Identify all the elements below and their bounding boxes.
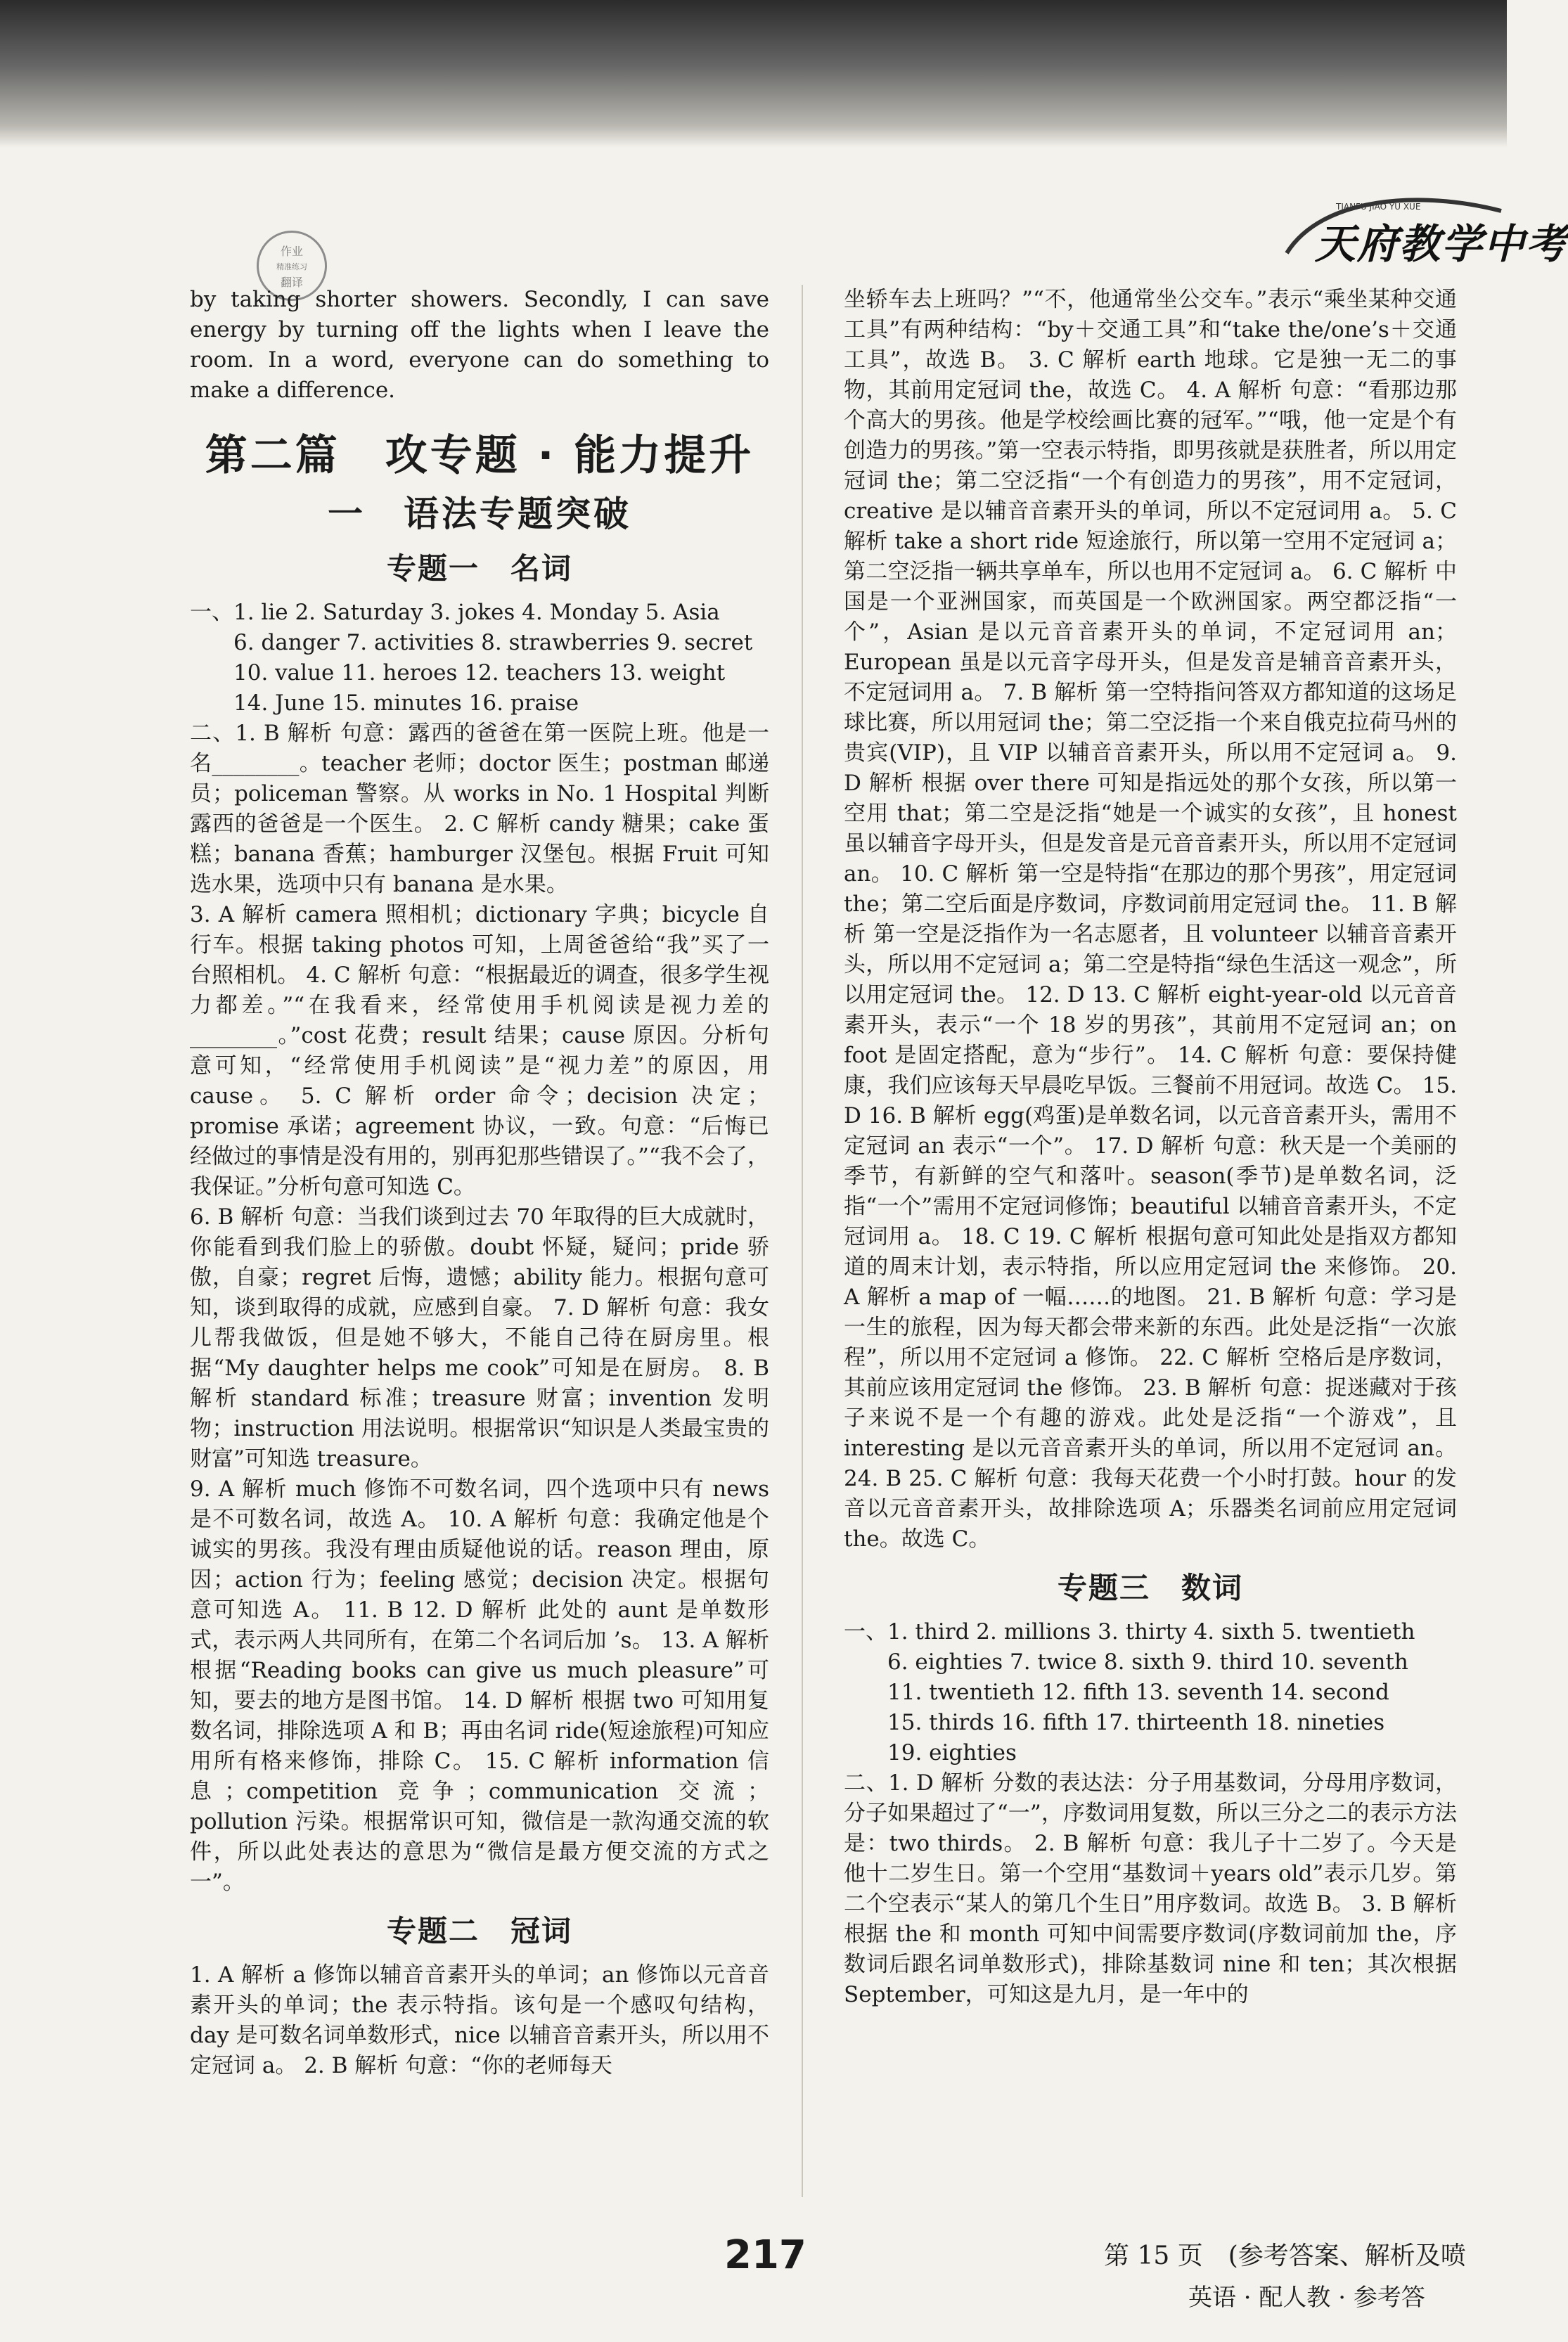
part-title: 第二篇 攻专题 · 能力提升 xyxy=(205,431,754,480)
answer-line: 15. thirds 16. fifth 17. thirteenth 18. nineties xyxy=(887,1710,1385,1735)
logo-pinyin: TIANFU JIAO YU XUE xyxy=(1336,202,1421,212)
answer-line: 11. twentieth 12. fifth 13. seventh 14. second xyxy=(887,1680,1389,1705)
answer-paragraph: 3. A 解析 camera 照相机；dictionary 字典；bicycle 自行车。根据 taking photos 可知，上周爸爸给“我”买了一台照相机。 4. C 解析 句意：“根据最近的调查，很多学生视力都差。”“在我看来，经常使用手机阅读是视力差的________。”cost 花费；result 结果；cause 原因。分析句意可知，“经常使用手机阅读”是“视力差”的原因，用 cause。 5. C 解析 order 命令；decision 决定；promise 承诺；agreement 协议，一致。句意：“后悔已经做过的事情是没有用的，别再犯那些错误了。”“我不会了，我保证。”分析句意可知选 C。 xyxy=(190,902,769,1199)
stamp-line: 作业 xyxy=(280,245,303,258)
topic-title-nouns: 专题一 名词 xyxy=(386,551,572,586)
page-number: 217 xyxy=(724,2232,807,2278)
footer-page-reference: 第 15 页 (参考答案、解析及喷 xyxy=(1104,2241,1466,2270)
publisher-logo-text: 天府教学中考 xyxy=(1315,220,1568,268)
stamp-line: 精准练习 xyxy=(276,262,307,271)
topic1-part1 xyxy=(190,598,769,719)
previous-answer-continuation: by taking shorter showers. Secondly, I can save energy by turning off the lights when I leave the room. In a word, everyone can do something to make a difference. xyxy=(190,287,769,403)
answer-line: 1. lie 2. Saturday 3. jokes 4. Monday 5. Asia xyxy=(233,600,720,625)
topic3-part1 xyxy=(844,1617,1457,1768)
stamp-line: 翻译 xyxy=(280,276,303,289)
answer-line: 10. value 11. heroes 12. teachers 13. weight xyxy=(233,660,726,686)
topic-title-articles: 专题二 冠词 xyxy=(386,1914,572,1948)
footer-subject: 英语 · 配人教 · 参考答 xyxy=(1188,2284,1425,2312)
answer-paragraph: 二、1. D 解析 分数的表达法：分子用基数词，分母用序数词，分子如果超过了“一”，序数词用复数，所以三分之二的表示方法是：two thirds。 2. B 解析 句意：我儿子十二岁了。今天是他十二岁生日。第一个空用“基数词＋years old”表示几岁。第二个空表示“某人的第几个生日”用序数词。故选 B。 3. B 解析 根据 the 和 month 可知中间需要序数词(序数词前加 the，序数词后跟名词单数形式)，排除基数词 nine 和 ten；其次根据 September，可知这是九月，是一年中的 xyxy=(844,1770,1457,2007)
part-label: 一、 xyxy=(844,1619,887,1645)
answer-line: 19. eighties xyxy=(887,1740,1017,1765)
left-column xyxy=(190,285,769,2081)
topic-title-numerals: 专题三 数词 xyxy=(1057,1571,1243,1605)
right-column xyxy=(844,285,1457,2010)
answer-paragraph: 二、1. B 解析 句意：露西的爸爸在第一医院上班。他是一名________。teacher 老师；doctor 医生；postman 邮递员；policeman 警察。从 works in No. 1 Hospital 判断露西的爸爸是一个医生。 2. C 解析 candy 糖果；cake 蛋糕；banana 香蕉；hamburger 汉堡包。根据 Fruit 可知选水果，选项中只有 banana 是水果。 xyxy=(190,721,769,897)
answer-paragraph: 1. A 解析 a 修饰以辅音音素开头的单词；an 修饰以元音音素开头的单词；the 表示特指。该句是一个感叹句结构，day 是可数名词单数形式，nice 以辅音音素开头，所以用不定冠词 a。 2. B 解析 句意：“你的老师每天 xyxy=(190,1962,769,2078)
top-shadow-band xyxy=(0,0,1507,148)
answer-paragraph: 6. B 解析 句意：当我们谈到过去 70 年取得的巨大成就时，你能看到我们脸上的骄傲。doubt 怀疑，疑问；pride 骄傲，自豪；regret 后悔，遗憾；ability 能力。根据句意可知，谈到取得的成就，应感到自豪。 7. D 解析 句意：我女儿帮我做饭，但是她不够大，不能自己待在厨房里。根据“My daughter helps me cook”可知是在厨房。 8. B 解析 standard 标准；treasure 财富；invention 发明物；instruction 用法说明。根据常识“知识是人类最宝贵的财富”可知选 treasure。 xyxy=(190,1204,769,1472)
column-divider xyxy=(802,285,803,2197)
answer-paragraph: 9. A 解析 much 修饰不可数名词，四个选项中只有 news 是不可数名词，故选 A。 10. A 解析 句意：我确定他是个诚实的男孩。我没有理由质疑他说的话。reason 理由，原因；action 行为；feeling 感觉；decision 决定。根据句意可知选 A。 11. B 12. D 解析 此处的 aunt 是单数形式，表示两人共同所有，在第二个名词后加 ’s。 13. A 解析 根据“Reading books can give us much pleasure”可知，要去的地方是图书馆。 14. D 解析 根据 two 可知用复数名词，排除选项 A 和 B；再由名词 ride(短途旅程)可知应用所有格来修饰，排除 C。 15. C 解析 information 信息；competition 竞争；communication 交流；pollution 污染。根据常识可知，微信是一款沟通交流的软件，所以此处表达的意思为“微信是最方便交流的方式之一”。 xyxy=(190,1476,769,1895)
answer-paragraph: 坐轿车去上班吗？”“不，他通常坐公交车。”表示“乘坐某种交通工具”有两种结构：“by＋交通工具”和“take the/one’s＋交通工具”，故选 B。 3. C 解析 earth 地球。它是独一无二的事物，其前用定冠词 the，故选 C。 4. A 解析 句意：“看那边那个高大的男孩。他是学校绘画比赛的冠军。”“哦，他一定是个有创造力的男孩。”第一空表示特指，即男孩就是获胜者，所以用定冠词 the；第二空泛指“一个有创造力的男孩”，用不定冠词，creative 是以辅音音素开头的单词，所以不定冠词用 a。 5. C 解析 take a short ride 短途旅行，所以第一空用不定冠词 a；第二空泛指一辆共享单车，所以也用不定冠词 a。 6. C 解析 中国是一个亚洲国家，而英国是一个欧洲国家。两空都泛指“一个”，Asian 是以元音音素开头的单词，不定冠词用 an；European 虽是以元音字母开头，但是发音是辅音音素开头，不定冠词用 a。 7. B 解析 第一空特指问答双方都知道的这场足球比赛，所以用冠词 the；第二空泛指一个来自俄克拉荷马州的贵宾(VIP)，且 VIP 以辅音音素开头，所以用不定冠词 a。 9. D 解析 根据 over there 可知是指远处的那个女孩，所以第一空用 that；第二空是泛指“她是一个诚实的女孩”，且 honest 虽以辅音字母开头，但是发音是元音音素开头，所以用不定冠词 an。 10. C 解析 第一空是特指“在那边的那个男孩”，用定冠词 the；第二空后面是序数词，序数词前用定冠词 the。 11. B 解析 第一空是泛指作为一名志愿者，且 volunteer 以辅音音素开头，所以用不定冠词 a；第二空是特指“绿色生活这一观念”，所以用定冠词 the。 12. D 13. C 解析 eight-year-old 以元音音素开头，表示“一个 18 岁的男孩”，其前用不定冠词 an；on foot 是固定搭配，意为“步行”。 14. C 解析 句意：要保持健康，我们应该每天早晨吃早饭。三餐前不用冠词。故选 C。 15. D 16. B 解析 egg(鸡蛋)是单数名词，以元音音素开头，需用不定冠词 an 表示“一个”。 17. D 解析 句意：秋天是一个美丽的季节，有新鲜的空气和落叶。season(季节)是单数名词，泛指“一个”需用不定冠词修饰；beautiful 以辅音音素开头，不定冠词用 a。 18. C 19. C 解析 根据句意可知此处是指双方都知道的周末计划，表示特指，所以应用定冠词 the 来修饰。 20. A 解析 a map of 一幅……的地图。 21. B 解析 句意：学习是一生的旅程，因为每天都会带来新的东西。此处是泛指“一次旅程”，所以用不定冠词 a 修饰。 22. C 解析 空格后是序数词，其前应该用定冠词 the 修饰。 23. B 解析 句意：捉迷藏对于孩子来说不是一个有趣的游戏。此处是泛指“一个游戏”，且 interesting 是以元音音素开头的单词，所以用不定冠词 an。 24. B 25. C 解析 句意：我每天花费一个小时打鼓。hour 的发音以元音音素开头，故排除选项 A；乐器类名词前应用定冠词 the。故选 C。 xyxy=(844,287,1457,1552)
answer-line: 1. third 2. millions 3. thirty 4. sixth 5. twentieth xyxy=(887,1619,1415,1645)
answer-line: 6. danger 7. activities 8. strawberries 9. secret xyxy=(233,630,753,655)
section-title: 一 语法专题突破 xyxy=(328,494,631,534)
answer-line: 6. eighties 7. twice 8. sixth 9. third 10. seventh xyxy=(887,1649,1408,1675)
answer-line: 14. June 15. minutes 16. praise xyxy=(233,690,579,716)
part-label: 一、 xyxy=(190,600,233,625)
